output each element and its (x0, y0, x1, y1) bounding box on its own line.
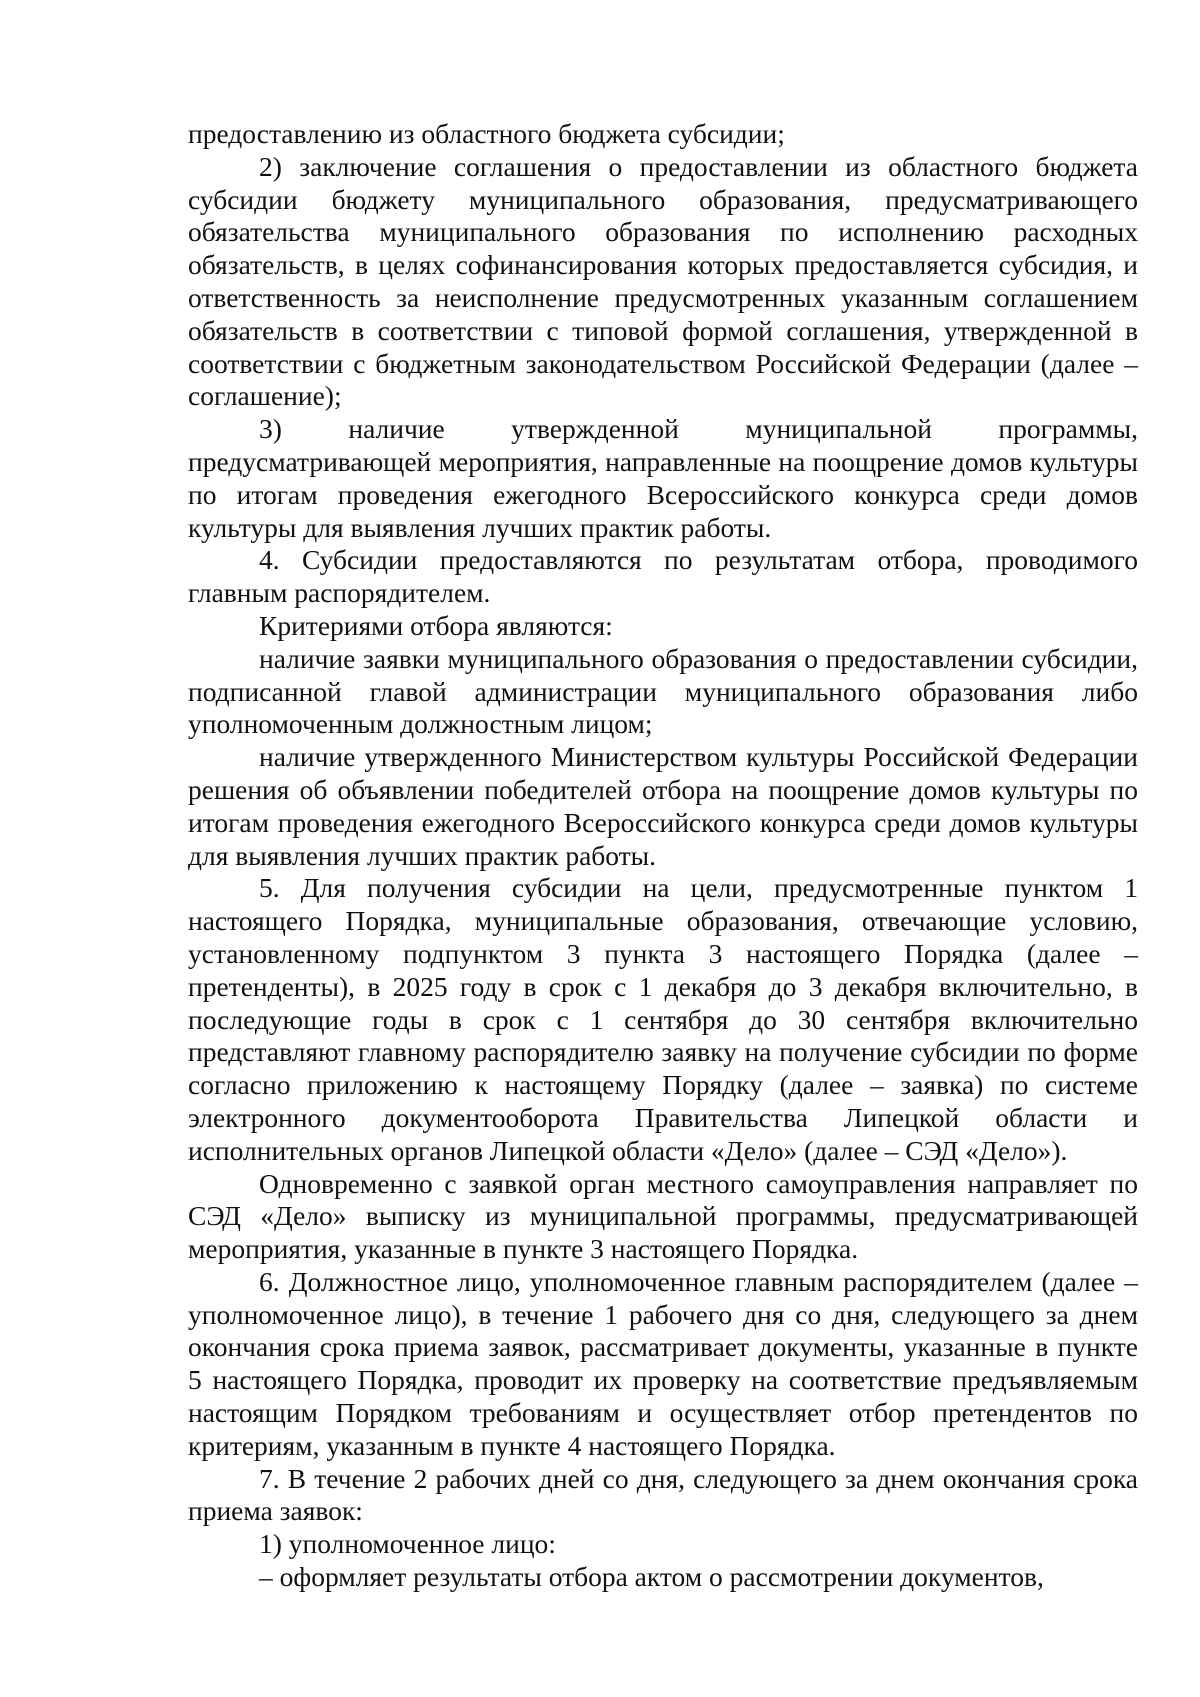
paragraph-point-5: 5. Для получения субсидии на цели, предусмотренные пунктом 1 настоящего Порядка, муниципальные образования, отвечающие условию, установленному подпунктом 3 пункта 3 настоящего Порядка (далее – претенденты), в 2025 году в срок с 1 декабря до 3 декабря включительно, в последующие годы в срок с 1 сентября до 30 сентября включительно представляют главному распорядителю заявку на получение субсидии по форме согласно приложению к настоящему Порядку (далее – заявка) по системе электронного документооборота Правительства Липецкой области и исполнительных органов Липецкой области «Дело» (далее – СЭД «Дело»). (188, 872, 1138, 1166)
paragraph-program-extract: Одновременно с заявкой орган местного самоуправления направляет по СЭД «Дело» выписку из муниципальной программы, предусматривающей мероприятия, указанные в пункте 3 настоящего Порядка. (188, 1167, 1138, 1265)
paragraph-point-4: 4. Субсидии предоставляются по результатам отбора, проводимого главным распорядителем. (188, 544, 1138, 609)
paragraph-point-7-act: – оформляет результаты отбора актом о рассмотрении документов, (259, 1561, 1044, 1593)
paragraph-subsidy-provision-end: предоставлению из областного бюджета субсидии; (188, 118, 785, 149)
document-page (188, 118, 1138, 1594)
paragraph-item-3-program: 3) наличие утвержденной муниципальной программы, предусматривающей мероприятия, направленные на поощрение домов культуры по итогам проведения ежегодного Всероссийского конкурса среди домов культуры для выявления лучших практик работы. (188, 413, 1138, 543)
paragraph-point-6: 6. Должностное лицо, уполномоченное главным распорядителем (далее – уполномоченное лицо), в течение 1 рабочего дня со дня, следующего за днем окончания срока приема заявок, рассматривает документы, указанные в пункте 5 настоящего Порядка, проводит их проверку на соответствие предъявляемым настоящим Порядком требованиям и осуществляет отбор претендентов по критериям, указанным в пункте 4 настоящего Порядка. (188, 1265, 1138, 1461)
paragraph-point-7-item-1: 1) уполномоченное лицо: (259, 1528, 556, 1560)
paragraph-criterion-application: наличие заявки муниципального образования о предоставлении субсидии, подписанной главой администрации муниципального образования либо уполномоченным должностным лицом; (188, 642, 1138, 740)
paragraph-selection-criteria: Критериями отбора являются: (259, 609, 613, 641)
paragraph-criterion-decision: наличие утвержденного Министерством культуры Российской Федерации решения об объявлении победителей отбора на поощрение домов культуры по итогам проведения ежегодного Всероссийского конкурса среди домов культуры для выявления лучших практик работы. (188, 741, 1138, 871)
paragraph-point-7: 7. В течение 2 рабочих дней со дня, следующего за днем окончания срока приема заявок: (188, 1462, 1138, 1527)
paragraph-item-2-agreement: 2) заключение соглашения о предоставлении из областного бюджета субсидии бюджету муниципального образования, предусматривающего обязательства муниципального образования по исполнению расходных обязательств, в целях софинансирования которых предоставляется субсидия, и ответственность за неисполнение предусмотренных указанным соглашением обязательств в соответствии с типовой формой соглашения, утвержденной в соответствии с бюджетным законодательством Российской Федерации (далее – соглашение); (188, 150, 1138, 412)
